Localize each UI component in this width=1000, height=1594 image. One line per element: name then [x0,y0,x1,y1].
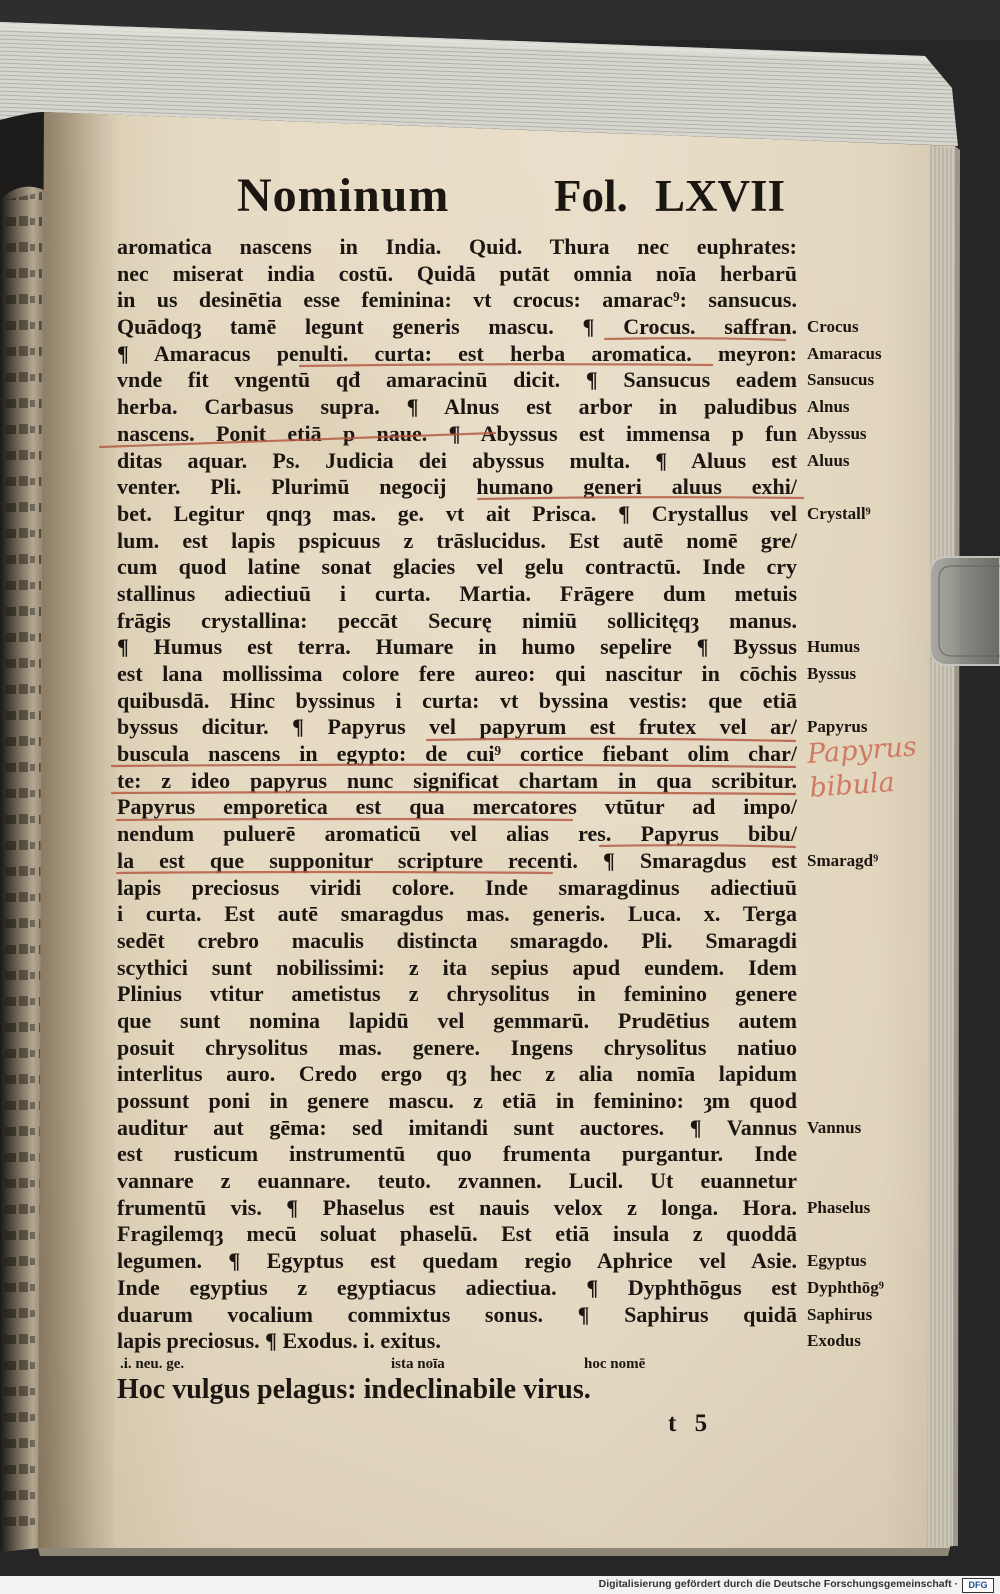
text-line: frumentū vis. ¶ Phaselus est nauis velox z longa. Hora. [117,1194,797,1220]
text-line: in us desinētia esse feminina: vt crocus: amarac⁹: sansucus. [117,287,797,313]
text-line-row [117,261,932,288]
text-line: duarum vocalium commixtus sonus. ¶ Saphirus quidā [117,1301,797,1327]
text-line-row [117,1248,932,1275]
text-line: Quādoqȝ tamē legunt generis mascu. ¶ Crocus. saffran. [117,314,797,340]
text-line-row [117,367,932,394]
margin-note [807,261,927,288]
text-line: i curta. Est autē smaragdus mas. generis. Luca. x. Terga [117,901,797,927]
text-line-row [117,554,932,581]
margin-note: Crystall⁹ [807,503,871,523]
text-line-row [117,955,932,982]
margin-note: Sansucus [807,370,875,390]
margin-note [807,554,927,581]
text-line-row [117,981,932,1008]
text-line: ditas aquar. Ps. Judicia dei abyssus multa. ¶ Aluus est [117,447,797,473]
margin-note: Amaracus [807,343,882,363]
text-line-row [117,448,932,475]
margin-note: Humus [807,637,860,657]
text-line: vnde fit vngentū qđ amaracinū dicit. ¶ Sansucus eadem [117,367,797,393]
margin-note [807,1088,927,1115]
margin-note: Exodus [807,1331,861,1351]
text-line-row [117,1061,932,1088]
text-line: que sunt nomina lapidū vel gemmarū. Prudētius autem [117,1007,797,1033]
text-line-row [117,1008,932,1035]
text-line: est rusticum instrumentū quo frumenta purgantur. Inde [117,1141,797,1167]
text-line: cum quod latine sonat glacies vel gelu contractū. Inde cry [117,554,797,580]
text-line-row [117,875,932,902]
text-line-row [117,1088,932,1115]
margin-note: Dyphthōg⁹ [807,1277,884,1297]
margin-note [807,608,927,635]
text-line-row [117,501,932,528]
handwritten-annotation-line: bibula [808,766,896,804]
text-line: vannare z euannare. teuto. zvannen. Lucil. Ut euannetur [117,1168,797,1194]
margin-note [807,1168,927,1195]
text-line-row [117,848,932,875]
text-line: est lana mollissima colore fere aureo: qui nascitur in cōchis [117,661,797,686]
margin-note: Papyrus [807,717,868,737]
margin-note [807,1221,927,1248]
text-line: nascens. Ponit etiā p naue. ¶ Abyssus est immensa p fun [117,420,797,446]
text-line-row [117,661,932,688]
text-line: lum. est lapis pspicuus z trāslucidus. Est autē nomē gre/ [117,527,797,553]
margin-note [807,528,927,555]
text-line: nendum puluerē aromaticū vel alias res. Papyrus bibu/ [117,821,797,847]
text-line: ¶ Humus est terra. Humare in humo sepelire ¶ Byssus [117,634,797,660]
text-line: posuit chrysolitus mas. genere. Ingens chrysolitus natiuo [117,1034,797,1060]
text-line-row [117,1141,932,1168]
text-line: auditur aut gēma: sed imitandi sunt auctores. ¶ Vannus [117,1114,797,1140]
margin-note [807,821,927,848]
text-line: aromatica nascens in India. Quid. Thura nec euphrates: [117,234,797,259]
margin-note: Smaragd⁹ [807,850,879,870]
margin-note [807,287,927,314]
margin-note [807,1061,927,1088]
text-line-row [117,634,932,661]
text-line-row [117,821,932,848]
text-line: sedēt crebro maculis distincta smaragdo. Pli. Smaragdi [117,927,797,953]
margin-note [807,1035,927,1062]
text-line: ¶ Amaracus penulti. curta: est herba aromatica. meyron: [117,340,797,366]
margin-note: Alnus [807,397,850,417]
margin-note: Crocus [807,317,859,337]
text-line: possunt poni in genere mascu. z etiā in feminino: ȝm quod [117,1088,797,1113]
gloss-middle: ista noīa [391,1356,445,1372]
gloss-right: hoc nomē [584,1356,646,1372]
text-line-row [117,474,932,501]
text-line-row [117,234,932,261]
margin-note: Phaselus [807,1197,871,1217]
text-line-row [117,1115,932,1142]
text-line: stallinus adiectiuū i curta. Martia. Frāgere dum metuis [117,580,797,606]
text-line: nec miserat india costū. Quidā putāt omnia noīa herbarū [117,260,797,286]
text-line-row [117,1168,932,1195]
text-line-row [117,688,932,715]
handwritten-annotation [806,728,960,806]
text-line: te: z ideo papyrus nunc significat chartam in qua scribitur. [117,767,797,793]
text-line-row [117,928,932,955]
margin-note [807,981,927,1008]
margin-note [807,928,927,955]
dfg-logo: DFG [962,1578,994,1593]
text-line: Fragilemqȝ mecū soluat phaselū. Est etiā insula z quoddā [117,1221,797,1247]
text-line: legumen. ¶ Egyptus est quedam regio Aphrice vel Asie. [117,1248,797,1274]
text-line: la est que supponitur scripture recenti. ¶ Smaragdus est [117,847,797,873]
margin-note: Abyssus [807,423,867,443]
text-line: byssus dicitur. ¶ Papyrus vel papyrum est frutex vel ar/ [117,714,797,740]
text-line: frāgis crystallina: peccāt Securę nimiū sollicitęqȝ manus. [117,607,797,633]
text-line-row [117,901,932,928]
running-head-title: Nominum [237,169,450,222]
text-line: Inde egyptius z egyptiacus adiectiua. ¶ Dyphthōgus est [117,1274,797,1300]
text-line-row [117,528,932,555]
margin-note [807,581,927,608]
margin-note [807,1008,927,1035]
margin-note: Vannus [807,1117,862,1137]
margin-note [807,901,927,928]
text-line: Plinius vtitur ametistus z chrysolitus in feminino genere [117,981,797,1007]
text-line-row [117,287,932,314]
text-line-row [117,341,932,368]
text-line-row [117,1195,932,1222]
margin-note [807,474,927,501]
text-line-row [117,314,932,341]
text-line-row [117,1221,932,1248]
text-line: interlitus auro. Credo ergo qȝ hec z alia nomīa lapidum [117,1061,797,1087]
text-line-row [117,1035,932,1062]
text-line-row [117,394,932,421]
text-line: bet. Legitur qnqȝ mas. ge. vt ait Prisca. ¶ Crystallus vel [117,500,797,526]
margin-note [807,234,927,261]
text-line: venter. Pli. Plurimū negocij humano generi aluus exhi/ [117,474,797,500]
text-line: buscula nascens in egypto: de cui⁹ cortice fiebant olim char/ [117,741,797,767]
margin-note [807,875,927,902]
margin-note: Byssus [807,664,857,683]
margin-note: Aluus [807,450,850,470]
text-line: quibusdā. Hinc byssinus i curta: vt byssina vestis: que etiā [117,687,797,713]
text-line: Papyrus emporetica est qua mercatores vtūtur ad impo/ [117,794,797,820]
text-line-row [117,608,932,635]
text-line-row [117,581,932,608]
text-line: lapis preciosus. ¶ Exodus. i. exitus. [117,1328,441,1354]
verse-line: Hoc vulgus pelagus: indeclinabile virus. [117,1374,591,1405]
dfg-credit-text: Digitalisierung gefördert durch die Deutsche Forschungsgemeinschaft · [598,1578,958,1590]
margin-note [807,1141,927,1168]
margin-note [807,688,927,715]
text-line: scythici sunt nobilissimi: z ita sepius apud eundem. Idem [117,954,797,980]
text-line-row [117,1302,932,1329]
folio-number: Fol. LXVII [554,171,786,221]
text-line-row [117,421,932,448]
text-line: herba. Carbasus supra. ¶ Alnus est arbor in paludibus [117,394,797,420]
text-line: lapis preciosus viridi colore. Inde smaragdinus adiectiuū [117,874,797,900]
margin-note: Saphirus [807,1304,873,1324]
handwritten-annotation-line: Papyrus [806,731,918,770]
text-line-row [117,1328,932,1355]
gloss-left: .i. neu. ge. [120,1356,185,1372]
signature-mark: t 5 [668,1410,714,1437]
text-line-row [117,1275,932,1302]
margin-note: Egyptus [807,1251,867,1271]
margin-note [807,955,927,982]
